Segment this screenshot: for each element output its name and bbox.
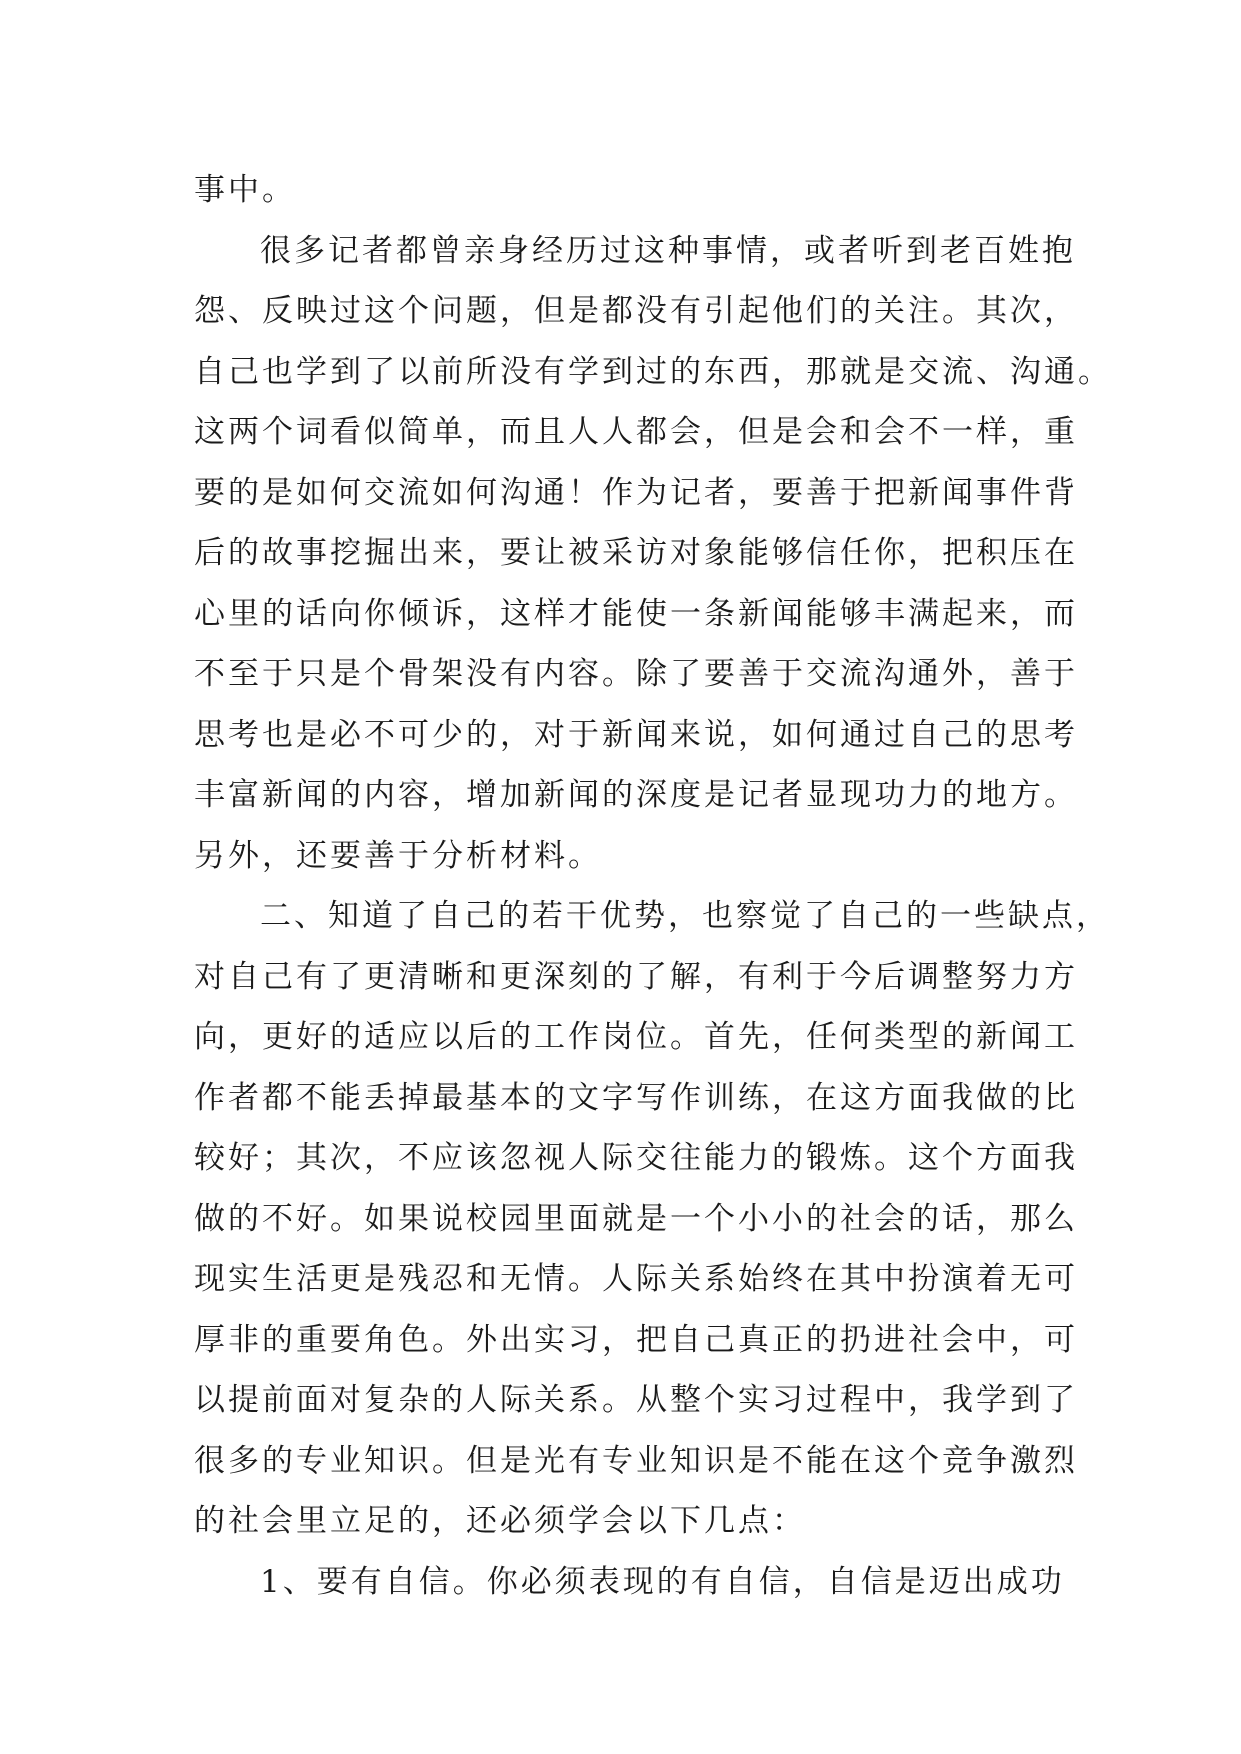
text-line: 对自己有了更清晰和更深刻的了解，有利于今后调整努力方 [194,958,1078,995]
text-line: 思考也是必不可少的，对于新闻来说，如何通过自己的思考 [194,716,1078,753]
text-line: 自己也学到了以前所没有学到过的东西，那就是交流、沟通。 [194,353,1112,390]
text-line: 怨、反映过这个问题，但是都没有引起他们的关注。其次， [194,293,1078,329]
text-line: 不至于只是个骨架没有内容。除了要善于交流沟通外，善于 [194,656,1078,692]
text-line: 向，更好的适应以后的工作岗位。首先，任何类型的新闻工 [194,1019,1078,1055]
text-line: 二、知道了自己的若干优势，也察觉了自己的一些缺点， [260,898,1110,934]
text-line: 心里的话向你倾诉，这样才能使一条新闻能够丰满起来，而 [194,595,1078,632]
text-line: 另外，还要善于分析材料。 [194,837,602,874]
text-line: 丰富新闻的内容，增加新闻的深度是记者显现功力的地方。 [194,777,1078,813]
text-line: 很多的专业知识。但是光有专业知识是不能在这个竞争激烈 [194,1442,1078,1479]
text-line: 做的不好。如果说校园里面就是一个小小的社会的话，那么 [194,1200,1078,1237]
text-line: 这两个词看似简单，而且人人都会，但是会和会不一样，重 [194,414,1078,450]
text-line: 1、要有自信。你必须表现的有自信，自信是迈出成功 [260,1563,1065,1600]
text-line: 较好；其次，不应该忽视人际交往能力的锻炼。这个方面我 [194,1140,1078,1176]
text-line: 要的是如何交流如何沟通！作为记者，要善于把新闻事件背 [194,474,1078,511]
text-line: 很多记者都曾亲身经历过这种事情，或者听到老百姓抱 [260,232,1076,269]
text-line: 的社会里立足的，还必须学会以下几点： [194,1503,806,1539]
text-line: 厚非的重要角色。外出实习，把自己真正的扔进社会中，可 [194,1321,1078,1358]
text-line: 后的故事挖掘出来，要让被采访对象能够信任你，把积压在 [194,535,1078,571]
text-line: 现实生活更是残忍和无情。人际关系始终在其中扮演着无可 [194,1261,1078,1297]
text-line: 事中。 [194,172,296,208]
body-text [194,160,1112,1612]
text-line: 作者都不能丢掉最基本的文字写作训练，在这方面我做的比 [194,1079,1078,1116]
text-line: 以提前面对复杂的人际关系。从整个实习过程中，我学到了 [194,1382,1078,1418]
